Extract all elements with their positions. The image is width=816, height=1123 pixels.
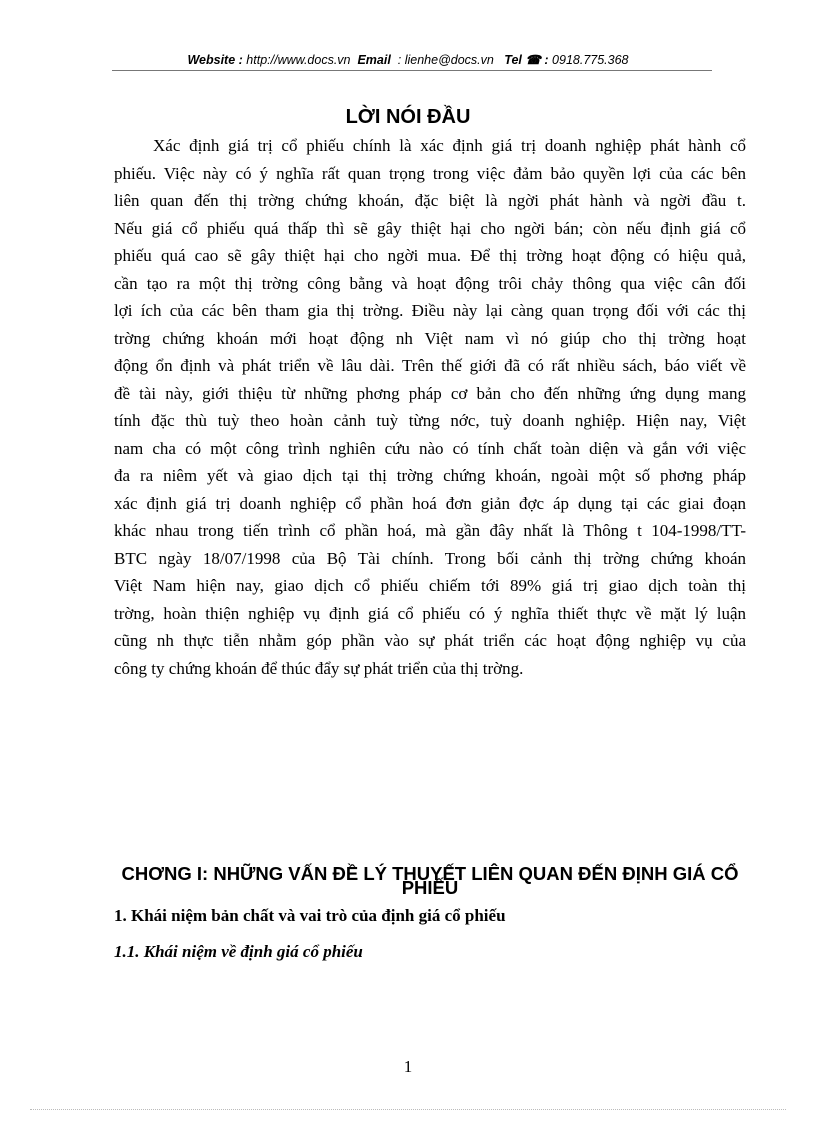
paragraph-line: Nếu giá cổ phiếu quá thấp thì sẽ gây thiệt hại cho ngời bán; còn nếu định giá cổ — [114, 218, 746, 238]
tel-label: Tel ☎ : — [504, 53, 549, 67]
paragraph-line: đề tài này, giới thiệu từ những phơng pháp cơ bản cho đến những ứng dụng mang — [114, 383, 746, 403]
paragraph-line: khác nhau trong tiến trình cổ phần hoá, mà gần đây nhất là Thông t 104-1998/TT- — [114, 521, 746, 540]
paragraph-line: cần tạo ra một thị trờng công bằng và hoạt động trôi chảy thông qua việc cân đối — [114, 273, 746, 293]
page-header — [0, 52, 816, 67]
section-heading-1-1: 1.1. Khái niệm về định giá cổ phiếu — [114, 942, 363, 961]
page-number: 1 — [403, 1057, 413, 1076]
paragraph-line: Việt Nam hiện nay, giao dịch cổ phiếu chiếm tới 89% giá trị giao dịch toàn thị — [114, 576, 746, 595]
website-url: http://www.docs.vn — [246, 53, 351, 67]
paragraph-line: tính đặc thù tuỳ theo hoàn cảnh tuỳ từng nớc, tuỳ doanh nghiệp. Hiện nay, Việt — [114, 411, 746, 430]
paragraph-line: động ổn định và phát triển về lâu dài. Trên thế giới đã có rất nhiều sách, báo viết về — [114, 356, 746, 375]
paragraph-line: trờng chứng khoán mới hoạt động nh Việt nam vì nó giúp cho thị trờng hoạt — [114, 328, 746, 348]
email-address: : lienhe@docs.vn — [397, 53, 494, 67]
website-label: Website : — [187, 53, 243, 67]
page-title: LỜI NÓI ĐẦU — [345, 106, 471, 128]
paragraph-line: công ty chứng khoán để thúc đẩy sự phát triển của thị trờng. — [114, 658, 524, 678]
chapter-heading: CHƠNG I: NHỮNG VẤN ĐỀ LÝ THUYẾT LIÊN QUAN ĐẾN ĐỊNH GIÁ CỔ PHIẾU — [121, 863, 739, 898]
tel-number: 0918.775.368 — [552, 53, 629, 67]
paragraph-line: xác định giá trị doanh nghiệp cổ phần hoá đơn giản đợc áp dụng tại các giai đoạn — [114, 493, 746, 513]
paragraph-line: BTC ngày 18/07/1998 của Bộ Tài chính. Trong bối cảnh thị trờng chứng khoán — [114, 548, 746, 568]
intro-paragraph — [114, 132, 746, 682]
email-label: Email — [357, 53, 391, 67]
paragraph-line: đa ra niêm yết và giao dịch tại thị trờng chứng khoán, ngoài một số phơng pháp — [114, 466, 746, 485]
paragraph-line: liên quan đến thị trờng chứng khoán, đặc biệt là ngời phát hành và ngời đầu t. — [114, 191, 746, 210]
paragraph-line: cũng nh thực tiễn nhằm góp phần vào sự phát triển các hoạt động nghiệp vụ của — [114, 631, 746, 650]
paragraph-line: phiếu. Việc này có ý nghĩa rất quan trọng trong việc đảm bảo quyền lợi của các bên — [114, 163, 746, 183]
paragraph-line: trờng, hoàn thiện nghiệp vụ định giá cổ phiếu có ý nghĩa thiết thực về mặt lý luận — [114, 603, 746, 623]
paragraph-line: Xác định giá trị cổ phiếu chính là xác định giá trị doanh nghiệp phát hành cổ — [153, 136, 746, 155]
bottom-divider — [30, 1109, 786, 1110]
paragraph-line: lợi ích của các bên tham gia thị trờng. Điều này lại càng quan trọng đối với các thị — [114, 301, 746, 320]
section-heading-1: 1. Khái niệm bản chất và vai trò của định giá cổ phiếu — [114, 906, 506, 925]
paragraph-line: phiếu quá cao sẽ gây thiệt hại cho ngời mua. Để thị trờng hoạt động có hiệu quả, — [114, 246, 746, 265]
paragraph-line: nam cha có một công trình nghiên cứu nào có tính chất toàn diện và gắn với việc — [114, 438, 746, 458]
header-divider — [112, 70, 712, 71]
